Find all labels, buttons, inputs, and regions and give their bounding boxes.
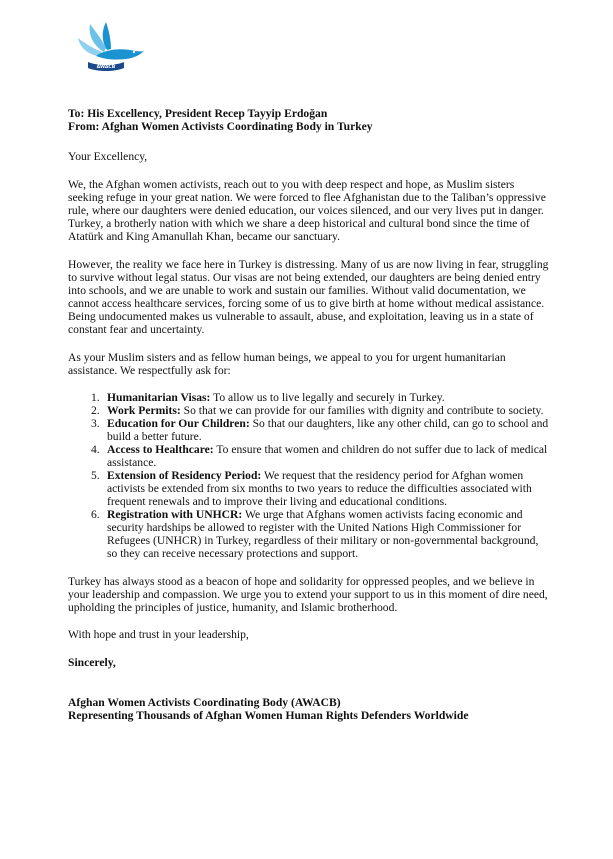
list-item-number: 1. (91, 391, 100, 404)
list-item-title: Extension of Residency Period: (107, 469, 262, 482)
list-item-title: Registration with UNHCR: (107, 508, 243, 521)
paragraph-appeal: As your Muslim sisters and as fellow human beings, we appeal to you for urgent humanitarian assistance. We respectfully ask for: (68, 351, 506, 377)
paragraph-reality: However, the reality we face here in Turkey is distressing. Many of us are now living in fear, struggling to survive without legal status. Our visas are not being extended, our daughters are being denied entry into schools, and we are unable to work and sustain our families. Without valid documentation, we cannot access healthcare services, forcing some of us to give birth at home without medical assistance. Being undocumented makes us vulnerable to assault, abuse, and exploitation, leaving us in a state of constant fear and uncertainty. (68, 258, 549, 336)
list-item (68, 404, 550, 417)
list-item-number: 2. (91, 404, 100, 417)
list-item-text: We urge that Afghans women activists facing economic and security hardships be allowed to register with the United Nations High Commissioner for Refugees (UNHCR) in Turkey, regardless of their military or non-governmental background, so they can receive necessary protections and support. (107, 508, 539, 560)
list-item-number: 5. (91, 469, 100, 482)
list-item-title: Access to Healthcare: (107, 443, 214, 456)
logo-label: AWACB (96, 65, 116, 70)
list-item-number: 3. (91, 417, 100, 430)
list-item-title: Work Permits: (107, 404, 181, 417)
signature-block (68, 696, 550, 722)
awacb-logo (74, 22, 146, 74)
paragraph-closing: Turkey has always stood as a beacon of hope and solidarity for oppressed peoples, and we believe in your leadership and compassion. We urge you to extend your support to us in this moment of dire need, upholding the principles of justice, humanity, and Islamic brotherhood. (68, 575, 548, 614)
list-item-number: 4. (91, 443, 100, 456)
list-item-number: 6. (91, 508, 100, 521)
to-line: To: His Excellency, President Recep Tayyip Erdoğan (68, 107, 328, 120)
from-line: From: Afghan Women Activists Coordinating Body in Turkey (68, 120, 373, 133)
list-item-text: So that we can provide for our families with dignity and contribute to society. (180, 404, 544, 417)
list-item (68, 469, 550, 508)
signature-org: Afghan Women Activists Coordinating Body (AWACB) (68, 696, 341, 709)
list-item-text: So that our daughters, like any other child, can go to school and build a better future. (107, 417, 549, 443)
requests-list (68, 391, 550, 560)
list-item-text: To allow us to live legally and securely in Turkey. (210, 391, 445, 404)
list-item (68, 417, 550, 443)
salutation: Your Excellency, (68, 150, 148, 163)
list-item-title: Education for Our Children: (107, 417, 250, 430)
list-item-text: To ensure that women and children do not suffer due to lack of medical assistance. (107, 443, 548, 469)
list-item (68, 443, 550, 469)
hope-line: With hope and trust in your leadership, (68, 628, 249, 641)
list-item-title: Humanitarian Visas: (107, 391, 211, 404)
paragraph-intro: We, the Afghan women activists, reach out to you with deep respect and hope, as Muslim sisters seeking refuge in your great nation. We were forced to flee Afghanistan due to the Taliban’s oppressive rule, where our daughters were denied education, our voices silenced, and our very lives put in danger. Turkey, a brotherly nation with which we share a deep historical and cultural bond since the time of Atatürk and King Amanullah Khan, became our sanctuary. (68, 178, 546, 243)
dove-logo-icon (74, 22, 146, 74)
list-item (68, 508, 550, 560)
list-item (68, 391, 550, 404)
sign-off: Sincerely, (68, 656, 116, 669)
letter-body (68, 107, 550, 722)
signature-tagline: Representing Thousands of Afghan Women Human Rights Defenders Worldwide (68, 709, 469, 722)
list-item-text: We request that the residency period for Afghan women activists be extended from six months to two years to reduce the difficulties associated with frequent renewals and to improve their living and educational conditions. (107, 469, 532, 508)
